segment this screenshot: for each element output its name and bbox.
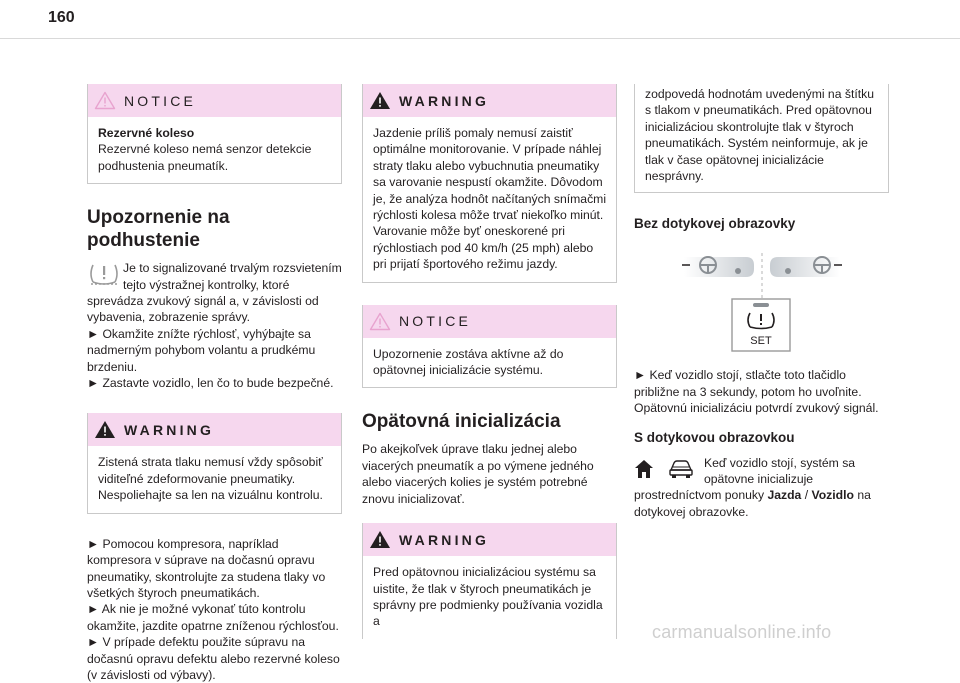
warning-triangle-filled-icon [369, 530, 391, 549]
reinit-text: Po akejkoľvek úprave tlaku jednej alebo viacerých pneumatík a po výmene jedného alebo viacerých kolies je systém potrebné znovu inicializovať. [362, 442, 594, 506]
column-1 [87, 84, 342, 683]
section-heading-underinflation: Upozornenie na podhustenie [87, 207, 230, 252]
touchscreen-instructions [634, 455, 889, 521]
warning-triangle-outline-icon [369, 312, 391, 331]
notice-body [88, 117, 341, 183]
warning-box-visual-check [87, 413, 342, 513]
section-heading-reinitialization: Opätovná inicializácia [362, 411, 561, 433]
warning-label: WARNING [399, 92, 490, 109]
step-2: ► Zastavte vozidlo, len čo to bude bezpečné. [87, 376, 334, 391]
subheading-without-touchscreen: Bez dotykovej obrazovky [634, 216, 796, 232]
subheading-with-touchscreen: S dotykovou obrazovkou [634, 429, 795, 445]
steering-wheel-left-icon [682, 257, 754, 277]
step-4: ► Ak nie je možné vykonať túto kontrolu okamžite, jazdite opatrne zníženou rýchlosťou. [87, 602, 339, 633]
notice-box-spare-wheel [87, 84, 342, 184]
header-rule [0, 38, 960, 39]
menu-separator: / [801, 488, 812, 503]
warning-header [363, 84, 616, 117]
steps-list-2 [87, 536, 342, 683]
notice-header [363, 305, 616, 338]
warning-box-slow-driving [362, 84, 617, 283]
step-1: ► Okamžite znížte rýchlosť, vyhýbajte sa nadmerným pohybom volantu a prudkému brzdeniu. [87, 326, 316, 374]
set-step: ► Keď vozidlo stojí, stlačte toto tlačidlo približne na 3 sekundy, potom ho uvoľnite. Opätovnú inicializáciu potvrdí zvukový signál. [634, 368, 879, 416]
menu-jazda: Jazda [767, 488, 802, 503]
warning-triangle-filled-icon [94, 420, 116, 439]
notice-header [88, 84, 341, 117]
intro-text: Je to signalizované trvalým rozsvietením tejto výstražnej kontrolky, ktoré sprevádza zvukový signál a, v závislosti od vybavenia, zobrazenie správy. [87, 261, 342, 325]
step-5: ► V prípade defektu použite súpravu na dočasnú opravu defektu alebo rezervné koleso (v závislosti od výbavy). [87, 635, 340, 682]
warning-box-before-reinit [362, 523, 617, 639]
warning-box-continued: zodpovedá hodnotám uvedenými na štítku s tlakom v pneumatikách. Pred opätovnou inicializáciou skontrolujte tlak v štyroch pneumatikách. Systém neinformuje, ak je tlak v čase opätovnej inicializácie nesprávny. [634, 84, 889, 193]
warning-triangle-filled-icon [369, 91, 391, 110]
notice-text: Rezervné koleso nemá senzor detekcie podhustenia pneumatík. [98, 142, 312, 173]
notice-label: NOTICE [399, 313, 472, 330]
warning-header [363, 523, 616, 556]
menu-vozidlo: Vozidlo [811, 488, 854, 503]
notice-title: Rezervné koleso [98, 126, 195, 140]
column-2 [362, 84, 617, 639]
notice-box-reinit [362, 305, 617, 389]
home-icon [634, 459, 654, 479]
page-number: 160 [48, 9, 75, 26]
touchscreen-icon-group [634, 457, 702, 481]
warning-body: Pred opätovnou inicializáciou systému sa uistite, že tlak v štyroch pneumatikách je správny pre podmienky používania vozidla a [373, 565, 603, 629]
warning-body: Zistená strata tlaku nemusí vždy spôsobiť viditeľné zdeformovanie pneumatiky. Nespoliehajte sa len na vizuálnu kontrolu. [98, 455, 323, 503]
notice-body: Upozornenie zostáva aktívne až do opätovnej inicializácie systému. [373, 346, 564, 378]
warning-label: WARNING [399, 531, 490, 548]
underinflation-intro [87, 260, 342, 391]
warning-label: WARNING [124, 421, 215, 438]
warning-triangle-outline-icon [94, 91, 116, 110]
touch-text-b: na dotykovej obrazovke. [634, 488, 871, 519]
set-button-label: SET [750, 335, 772, 348]
warning-header [88, 413, 341, 446]
touch-text-a: Keď vozidlo stojí, systém sa opätovne inicializuje prostredníctvom ponuky [634, 455, 856, 503]
step-3: ► Pomocou kompresora, napríklad kompresora v súprave na dočasnú opravu pneumatiky, skontrolujte za studena tlaky vo všetkých štyroch pneumatikách. [87, 536, 326, 600]
notice-label: NOTICE [124, 92, 197, 109]
steering-wheel-right-icon [770, 257, 842, 277]
tyre-pressure-warning-icon [87, 261, 121, 287]
column-3 [634, 84, 889, 520]
watermark: carmanualsonline.info [652, 622, 832, 642]
car-icon [668, 459, 694, 479]
set-button-figure [634, 243, 889, 353]
warning-body: Jazdenie príliš pomaly nemusí zaistiť optimálne monitorovanie. V prípade náhlej straty tlaku alebo vybuchnutia pneumatiky sa varovanie nespustí okamžite. Dôvodom je, že analýza hodnôt načítaných snímačmi rýchlosti kolesa môže trvať niekoľko minút. Varovanie môže byť oneskorené pri rýchlostiach pod 40 km/h (25 mph) alebo pri prijatí športového režimu jazdy. [373, 126, 607, 272]
